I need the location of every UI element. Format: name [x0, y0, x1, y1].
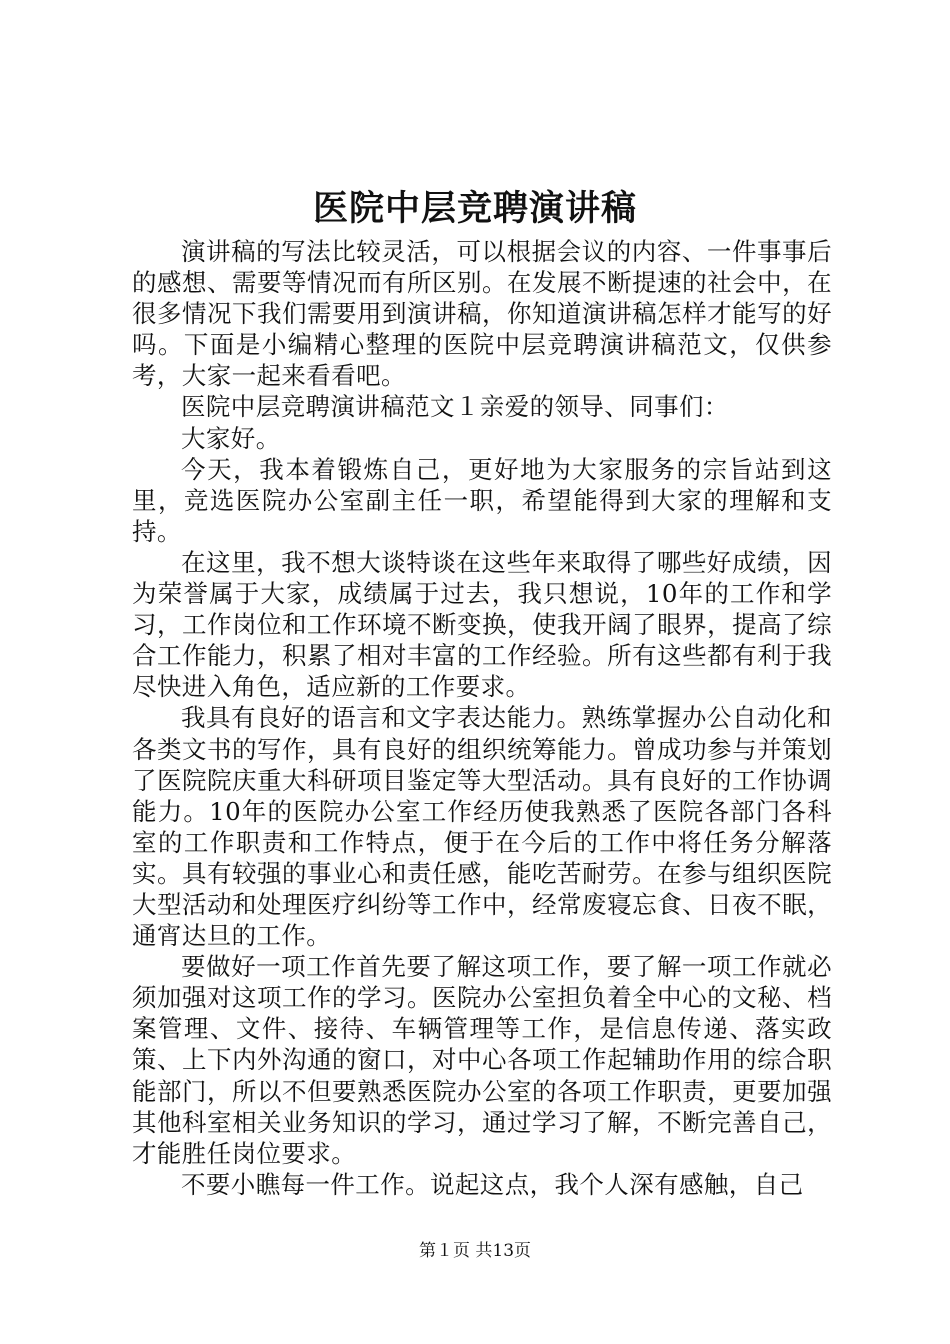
paragraph-sample-heading: 医院中层竞聘演讲稿范文１亲爱的领导、同事们： [181, 392, 729, 422]
page-footer: 第１页 共13页 [418, 1241, 532, 1261]
document-title: 医院中层竞聘演讲稿 [312, 188, 637, 229]
paragraph-greeting: 大家好。 [181, 423, 281, 453]
paragraph-every-task: 不要小瞧每一件工作。说起这点，我个人深有感触，自己 [181, 1169, 804, 1199]
paragraph-learning: 要做好一项工作首先要了解这项工作，要了解一项工作就必须加强对这项工作的学习。医院办公室担负着全中心的文秘、档案管理、文件、接待、车辆管理等工作，是信息传递、落实政策、上下内外沟通的窗口，对中心各项工作起辅助作用的综合职能部门，所以不但要熟悉医院办公室的各项工作职责，更要加强其他科室相关业务知识的学习，通过学习了解，不断完善自己，才能胜任岗位要求。 [132, 952, 832, 1168]
paragraph-experience: 在这里，我不想大谈特谈在这些年来取得了哪些好成绩，因为荣誉属于大家，成绩属于过去，我只想说，10年的工作和学习，工作岗位和工作环境不断变换，使我开阔了眼界，提高了综合工作能力，积累了相对丰富的工作经验。所有这些都有利于我尽快进入角色，适应新的工作要求。 [132, 547, 832, 702]
paragraph-abilities: 我具有良好的语言和文字表达能力。熟练掌握办公自动化和各类文书的写作，具有良好的组织统筹能力。曾成功参与并策划了医院院庆重大科研项目鉴定等大型活动。具有良好的工作协调能力。10年的医院办公室工作经历使我熟悉了医院各部门各科室的工作职责和工作特点，便于在今后的工作中将任务分解落实。具有较强的事业心和责任感，能吃苦耐劳。在参与组织医院大型活动和处理医疗纠纷等工作中，经常废寝忘食、日夜不眠，通宵达旦的工作。 [132, 703, 832, 951]
paragraph-today: 今天，我本着锻炼自己，更好地为大家服务的宗旨站到这里，竞选医院办公室副主任一职，希望能得到大家的理解和支持。 [132, 454, 832, 546]
document-body [132, 236, 832, 1200]
paragraph-intro: 演讲稿的写法比较灵活，可以根据会议的内容、一件事事后的感想、需要等情况而有所区别。在发展不断提速的社会中，在很多情况下我们需要用到演讲稿，你知道演讲稿怎样才能写的好吗。下面是小编精心整理的医院中层竞聘演讲稿范文，仅供参考，大家一起来看看吧。 [132, 237, 832, 391]
